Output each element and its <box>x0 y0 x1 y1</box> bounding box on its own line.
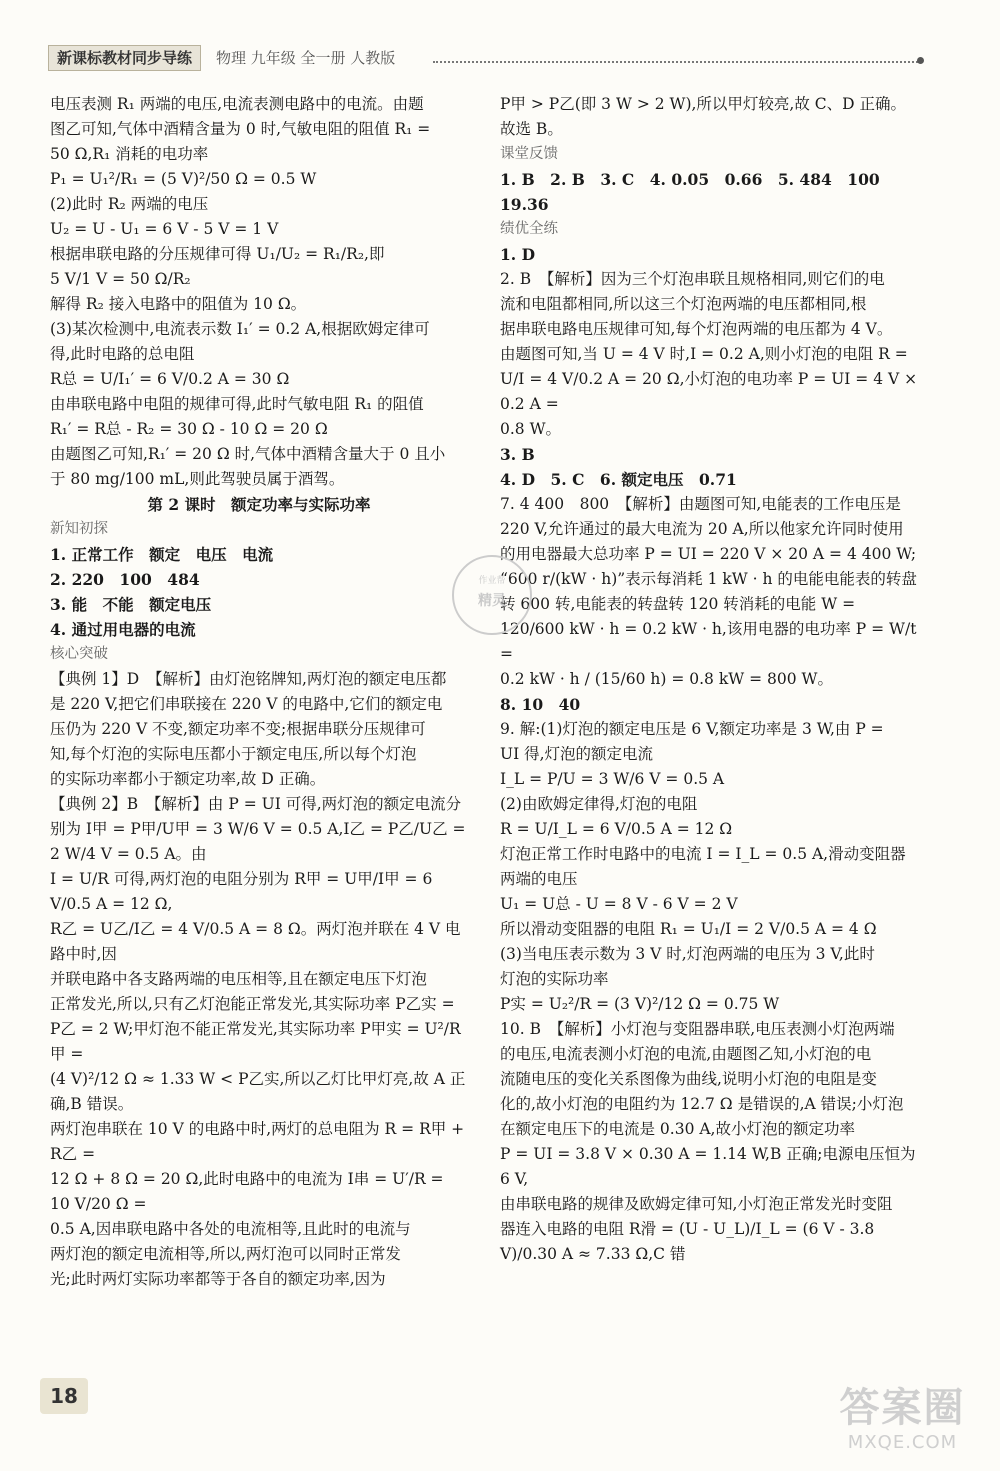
text-line: P甲 > P乙(即 3 W > 2 W),所以甲灯较亮,故 C、D 正确。 <box>500 95 906 113</box>
formula-line: R₁′ = R总 - R₂ = 30 Ω - 10 Ω = 20 Ω <box>50 420 328 438</box>
formula-line: R总 = U/I₁′ = 6 V/0.2 A = 30 Ω <box>50 370 290 388</box>
text-line: 的电压,电流表测小灯泡的电流,由题图乙知,小灯泡的电 <box>500 1045 872 1063</box>
formula-line: U/I = 4 V/0.2 A = 20 Ω,小灯泡的电功率 P = UI = 4 V × 0.2 A = <box>500 370 918 413</box>
text-line: 的用电器最大总功率 P = UI = 220 V × 20 A = 4 400 W; <box>500 545 917 563</box>
section-heading: 新知初探 <box>50 521 108 537</box>
formula-line: P实 = U₂²/R = (3 V)²/12 Ω = 0.75 W <box>500 995 780 1013</box>
answer-line: 3. B <box>500 445 535 464</box>
header-dot <box>917 57 924 64</box>
answer-line: 4. 通过用电器的电流 <box>50 620 196 639</box>
page-number: 18 <box>40 1378 88 1414</box>
text-line: 据串联电路电压规律可知,每个灯泡两端的电压都为 4 V。 <box>500 320 893 338</box>
text-line: 0.8 W。 <box>500 420 562 438</box>
formula-line: U₁ = U总 - U = 8 V - 6 V = 2 V <box>500 895 738 913</box>
text-line: 【典例 1】D 【解析】由灯泡铭牌知,两灯泡的额定电压都 <box>50 670 447 688</box>
text-line: 12 Ω + 8 Ω = 20 Ω,此时电路中的电流为 I串 = U′/R = 10 V/20 Ω = <box>50 1170 444 1213</box>
text-line: “600 r/(kW · h)”表示每消耗 1 kW · h 的电能电能表的转盘 <box>500 570 917 588</box>
text-line: 是 220 V,把它们串联接在 220 V 的电路中,它们的额定电 <box>50 695 443 713</box>
text-line: 50 Ω,R₁ 消耗的电功率 <box>50 145 209 163</box>
text-line: (4 V)²/12 Ω ≈ 1.33 W < P乙实,所以乙灯比甲灯亮,故 A 正确,B 错误。 <box>50 1070 466 1113</box>
text-line: P乙 = 2 W;甲灯泡不能正常发光,其实际功率 P甲实 = U²/R甲 = <box>50 1020 461 1063</box>
watermark-logo-text: 答案圈 <box>839 1385 966 1431</box>
answer-line: 1. B 2. B 3. C 4. 0.05 0.66 5. 484 100 19.36 <box>500 170 896 214</box>
series-title: 新课标教材同步导练 <box>48 45 201 71</box>
formula-line: R = U/I_L = 6 V/0.5 A = 12 Ω <box>500 820 733 838</box>
section-heading: 课堂反馈 <box>500 146 558 162</box>
text-line: (2)此时 R₂ 两端的电压 <box>50 195 209 213</box>
text-line: 知,每个灯泡的实际电压都小于额定电压,所以每个灯泡 <box>50 745 417 763</box>
formula-line: I_L = P/U = 3 W/6 V = 0.5 A <box>500 770 725 788</box>
text-line: 流和电阻都相同,所以这三个灯泡两端的电压都相同,根 <box>500 295 867 313</box>
text-line: 故选 B。 <box>500 120 563 138</box>
answer-line: 4. D 5. C 6. 额定电压 0.71 <box>500 470 737 489</box>
text-line: 两灯泡的额定电流相等,所以,两灯泡可以同时正常发 <box>50 1245 401 1263</box>
answer-line: 2. 220 100 484 <box>50 570 200 589</box>
text-line: 由串联电路的规律及欧姆定律可知,小灯泡正常发光时变阻 <box>500 1195 893 1213</box>
left-column <box>50 92 468 1292</box>
text-line: 电压表测 R₁ 两端的电压,电流表测电路中的电流。由题 <box>50 95 424 113</box>
formula-line: 5 V/1 V = 50 Ω/R₂ <box>50 270 191 288</box>
text-line: I = U/R 可得,两灯泡的电阻分别为 R甲 = U甲/I甲 = 6 V/0.5 A = 12 Ω, <box>50 870 433 913</box>
text-line: 流随电压的变化关系图像为曲线,说明小灯泡的电阻是变 <box>500 1070 877 1088</box>
answer-line: 1. 正常工作 额定 电压 电流 <box>50 545 274 564</box>
text-line: 得,此时电路的总电阻 <box>50 345 195 363</box>
text-line: 在额定电压下的电流是 0.30 A,故小灯泡的额定功率 <box>500 1120 855 1138</box>
text-line: 于 80 mg/100 mL,则此驾驶员属于酒驾。 <box>50 470 345 488</box>
page-header <box>48 45 948 71</box>
text-line: 2. B 【解析】因为三个灯泡串联且规格相同,则它们的电 <box>500 270 885 288</box>
text-line: 的实际功率都小于额定功率,故 D 正确。 <box>50 770 326 788</box>
text-line: 别为 I甲 = P甲/U甲 = 3 W/6 V = 0.5 A,I乙 = P乙/U乙 = 2 W/4 V = 0.5 A。由 <box>50 820 466 863</box>
formula-line: U₂ = U - U₁ = 6 V - 5 V = 1 V <box>50 220 279 238</box>
book-subtitle: 物理 九年级 全一册 人教版 <box>216 49 396 67</box>
text-line: 10. B 【解析】小灯泡与变阻器串联,电压表测小灯泡两端 <box>500 1020 895 1038</box>
text-line: 并联电路中各支路两端的电压相等,且在额定电压下灯泡 <box>50 970 427 988</box>
formula-line: 120/600 kW · h = 0.2 kW · h,该用电器的电功率 P = W/t = <box>500 620 917 663</box>
text-line: 根据串联电路的分压规律可得 U₁/U₂ = R₁/R₂,即 <box>50 245 385 263</box>
text-line: 【典例 2】B 【解析】由 P = UI 可得,两灯泡的额定电流分 <box>50 795 462 813</box>
answer-line: 8. 10 40 <box>500 695 581 714</box>
text-line: 由题图乙可知,R₁′ = 20 Ω 时,气体中酒精含量大于 0 且小 <box>50 445 446 463</box>
text-line: UI 得,灯泡的额定电流 <box>500 745 654 763</box>
header-rule <box>433 61 918 63</box>
text-line: 两端的电压 <box>500 870 578 888</box>
text-line: 正常发光,所以,只有乙灯泡能正常发光,其实际功率 P乙实 = <box>50 995 455 1013</box>
text-line: 220 V,允许通过的最大电流为 20 A,所以他家允许同时使用 <box>500 520 904 538</box>
text-line: 两灯泡串联在 10 V 的电路中时,两灯的总电阻为 R = R甲 + R乙 = <box>50 1120 465 1163</box>
text-line: 转 600 转,电能表的转盘转 120 转消耗的电能 W = <box>500 595 856 613</box>
text-line: 由串联电路中电阻的规律可得,此时气敏电阻 R₁ 的阻值 <box>50 395 424 413</box>
text-line: 9. 解:(1)灯泡的额定电压是 6 V,额定功率是 3 W,由 P = <box>500 720 884 738</box>
text-line: 图乙可知,气体中酒精含量为 0 时,气敏电阻的阻值 R₁ = <box>50 120 431 138</box>
text-line: (3)当电压表示数为 3 V 时,灯泡两端的电压为 3 V,此时 <box>500 945 875 963</box>
lesson-heading: 第 2 课时 额定功率与实际功率 <box>147 495 371 514</box>
text-line: 灯泡的实际功率 <box>500 970 609 988</box>
text-line: R乙 = U乙/I乙 = 4 V/0.5 A = 8 Ω。两灯泡并联在 4 V 电路中时,因 <box>50 920 461 963</box>
stamp-text: 作业帮 <box>478 576 506 586</box>
formula-line: P₁ = U₁²/R₁ = (5 V)²/50 Ω = 0.5 W <box>50 170 317 188</box>
stamp-text: 精灵 <box>478 593 506 609</box>
text-line: 0.5 A,因串联电路中各处的电流相等,且此时的电流与 <box>50 1220 411 1238</box>
site-watermark <box>820 1385 985 1465</box>
section-heading: 核心突破 <box>50 646 108 662</box>
text-line: 由题图可知,当 U = 4 V 时,I = 0.2 A,则小灯泡的电阻 R = <box>500 345 908 363</box>
text-line: 压仍为 220 V 不变,额定功率不变;根据串联分压规律可 <box>50 720 426 738</box>
text-line: (2)由欧姆定律得,灯泡的电阻 <box>500 795 698 813</box>
text-line: 化的,故小灯泡的电阻约为 12.7 Ω 是错误的,A 错误;小灯泡 <box>500 1095 904 1113</box>
text-line: 器连入电路的电阻 R滑 = (U - U_L)/I_L = (6 V - 3.8 V)/0.30 A ≈ 7.33 Ω,C 错 <box>500 1220 875 1263</box>
text-line: 光;此时两灯实际功率都等于各自的额定功率,因为 <box>50 1270 386 1288</box>
text-line: 灯泡正常工作时电路中的电流 I = I_L = 0.5 A,滑动变阻器 <box>500 845 906 863</box>
text-line: 7. 4 400 800 【解析】由题图可知,电能表的工作电压是 <box>500 495 901 513</box>
formula-line: 所以滑动变阻器的电阻 R₁ = U₁/I = 2 V/0.5 A = 4 Ω <box>500 920 877 938</box>
text-line: 解得 R₂ 接入电路中的阻值为 10 Ω。 <box>50 295 307 313</box>
section-heading: 绩优全练 <box>500 221 558 237</box>
stamp-watermark <box>452 555 532 635</box>
right-column <box>500 92 920 1267</box>
text-line: (3)某次检测中,电流表示数 I₁′ = 0.2 A,根据欧姆定律可 <box>50 320 430 338</box>
text-line: P = UI = 3.8 V × 0.30 A = 1.14 W,B 正确;电源电压恒为 6 V, <box>500 1145 916 1188</box>
answer-line: 1. D <box>500 245 536 264</box>
answer-line: 3. 能 不能 额定电压 <box>50 595 212 614</box>
formula-line: 0.2 kW · h / (15/60 h) = 0.8 kW = 800 W。 <box>500 670 833 688</box>
watermark-url: MXQE.COM <box>847 1432 958 1453</box>
